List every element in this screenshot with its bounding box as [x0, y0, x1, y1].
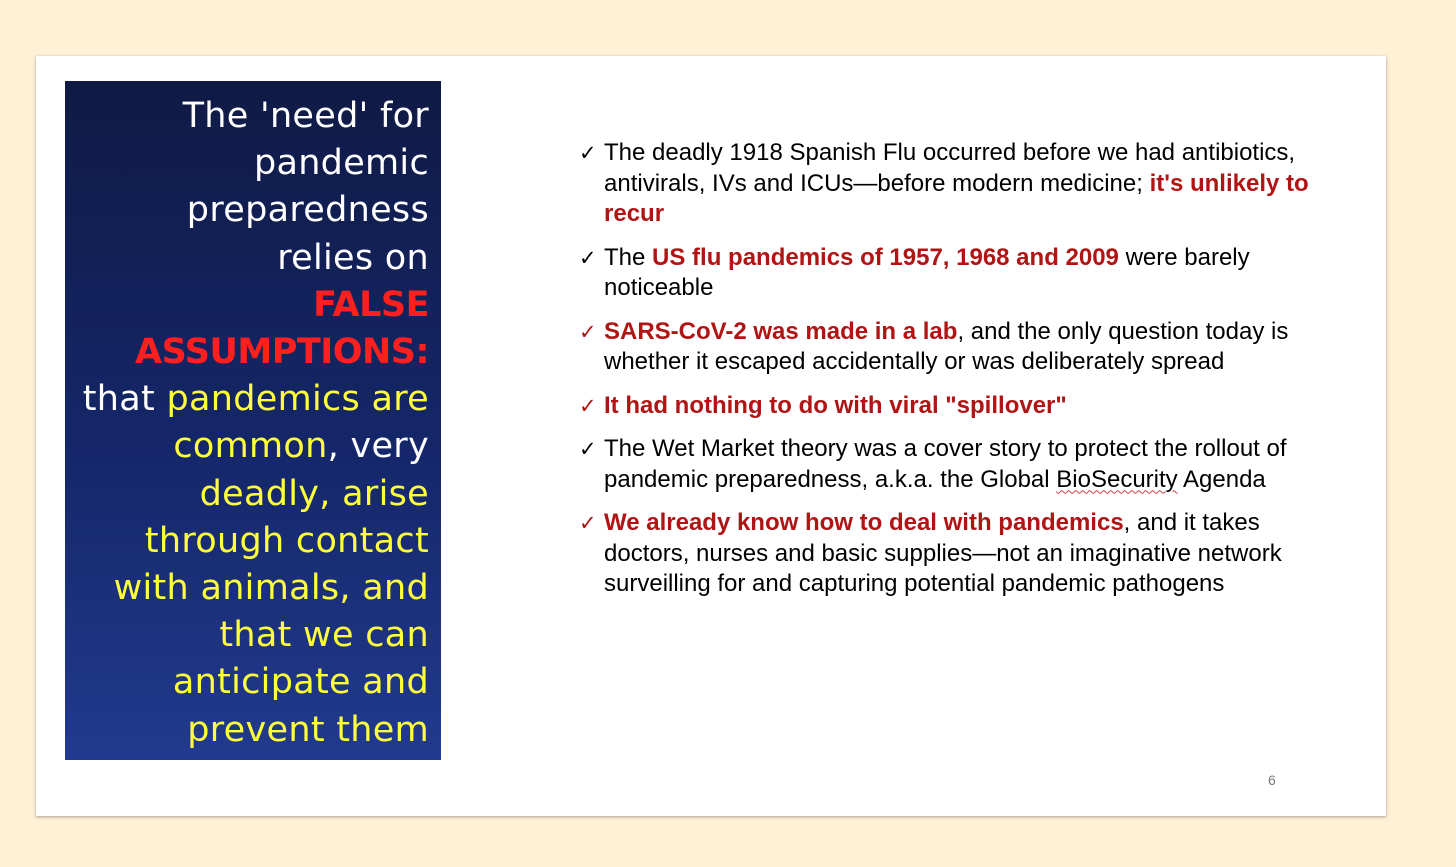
panel-text-yellow: anticipate and	[172, 662, 429, 703]
panel-text-yellow: common	[173, 426, 328, 467]
panel-line	[71, 329, 429, 376]
bullet-text	[604, 509, 1282, 597]
panel-text-white: , very	[327, 426, 429, 467]
spellcheck-text: BioSecurity	[1056, 465, 1178, 493]
checkmark-icon: ✓	[579, 437, 597, 461]
checkmark-icon: ✓	[579, 245, 597, 270]
panel-line	[71, 707, 429, 754]
plain-text: were barely noticeable	[604, 243, 1250, 301]
plain-text: Agenda	[1177, 465, 1266, 493]
bullet-item	[579, 138, 1309, 230]
panel-line	[71, 565, 429, 612]
checkmark-icon: ✓	[579, 319, 597, 344]
panel-text-yellow: prevent them	[187, 709, 429, 750]
panel-line	[71, 612, 429, 659]
highlighted-text: it's unlikely to recur	[604, 169, 1309, 227]
bullet-text	[604, 392, 1067, 419]
panel-text-white: pandemic	[253, 143, 429, 184]
highlighted-text: It had nothing to do with viral "spillover"	[604, 391, 1067, 419]
panel-line	[71, 140, 429, 187]
checkmark-icon: ✓	[579, 141, 597, 165]
panel-text-white: that	[82, 379, 167, 420]
panel-text-white: The 'need' for	[182, 96, 429, 136]
panel-line	[71, 518, 429, 565]
bullet-text	[604, 244, 1250, 302]
panel-line	[71, 423, 429, 470]
panel-text-yellow: pandemics are	[166, 379, 429, 420]
plain-text: , and it takes doctors, nurses and basic supplies—not an imaginative network surveilling for and capturing potential pandemic pathogens	[604, 509, 1282, 597]
panel-text-yellow: through contact	[144, 520, 429, 561]
panel-line	[71, 282, 429, 329]
plain-text: The deadly 1918 Spanish Flu occurred before we had antibiotics, antivirals, IVs and ICUs—before modern medicine;	[604, 139, 1296, 197]
panel-text-white: preparedness	[186, 190, 429, 231]
checkmark-icon: ✓	[579, 511, 597, 535]
bullet-text	[604, 435, 1287, 493]
panel-line	[71, 93, 429, 140]
plain-text: , and the only question today is whether it escaped accidentally or was deliberately spread	[604, 317, 1289, 375]
panel-text-yellow: with animals, and	[113, 568, 429, 609]
plain-text: The	[604, 243, 653, 271]
bullet-text	[604, 139, 1309, 227]
panel-text-red: ASSUMPTIONS:	[135, 332, 429, 373]
bullet-item	[579, 508, 1309, 600]
panel-line	[71, 187, 429, 234]
panel-text-red: FALSE	[313, 284, 429, 325]
bullet-item	[579, 317, 1309, 378]
panel-text-white: relies on	[277, 237, 429, 278]
highlighted-text: US flu pandemics of 1957, 1968 and 2009	[652, 243, 1119, 271]
slide	[36, 56, 1386, 816]
panel-text-yellow: deadly, arise	[199, 473, 429, 514]
panel-line	[71, 659, 429, 706]
highlighted-text: SARS-CoV-2 was made in a lab	[604, 317, 958, 345]
assumptions-panel	[65, 81, 441, 760]
bullet-item	[579, 243, 1309, 304]
panel-line	[71, 235, 429, 282]
plain-text: The Wet Market theory was a cover story to protect the rollout of pandemic preparedness, a.k.a. the Global	[604, 435, 1287, 493]
panel-line	[71, 471, 429, 518]
highlighted-text: We already know how to deal with pandemics	[604, 509, 1124, 536]
panel-text-yellow: that we can	[219, 615, 429, 656]
page-number: 6	[1268, 772, 1276, 788]
bullet-list	[579, 138, 1309, 613]
panel-line	[71, 376, 429, 423]
bullet-item	[579, 434, 1309, 495]
bullet-text	[604, 318, 1288, 376]
bullet-item	[579, 391, 1309, 422]
checkmark-icon: ✓	[579, 393, 597, 418]
